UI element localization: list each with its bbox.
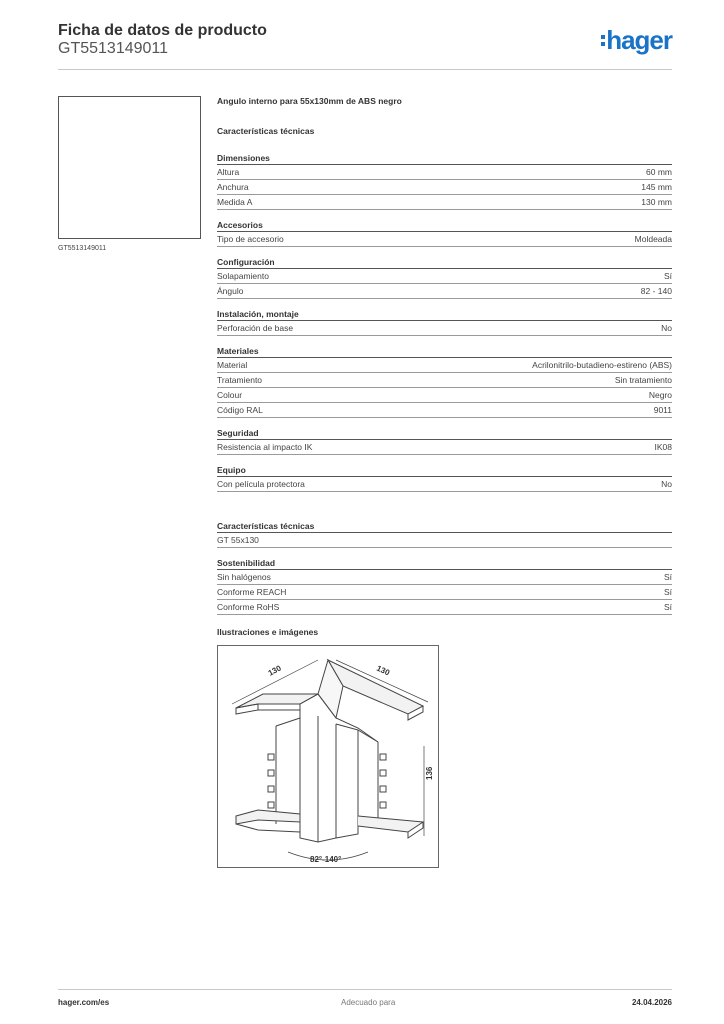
- logo-dots-icon: [601, 35, 605, 46]
- spec-value: 9011: [653, 405, 672, 415]
- spec-groups-secondary: [217, 520, 672, 615]
- spec-group: [217, 219, 672, 247]
- spec-row: [217, 585, 672, 600]
- spec-label: Sin halógenos: [217, 572, 271, 582]
- spec-group: [217, 520, 672, 548]
- spec-row: [217, 373, 672, 388]
- product-code: GT5513149011: [58, 40, 169, 57]
- spec-value: Moldeada: [634, 234, 672, 244]
- spec-label: Perforación de base: [217, 323, 294, 333]
- spec-group-title: Configuración: [217, 256, 672, 269]
- document-title: Ficha de datos de producto: [58, 22, 267, 39]
- illustrations-heading: Ilustraciones e imágenes: [217, 627, 319, 637]
- spec-label: Solapamiento: [217, 271, 269, 281]
- spec-value: Sin tratamiento: [614, 375, 672, 385]
- spec-group-title: Instalación, montaje: [217, 308, 672, 321]
- dim-left-label: 130: [266, 663, 283, 678]
- spec-group: [217, 256, 672, 299]
- spec-label: Con película protectora: [217, 479, 305, 489]
- spec-value: 145 mm: [641, 182, 672, 192]
- spec-row: [217, 321, 672, 336]
- dim-angle-label: 82°-140°: [310, 855, 342, 864]
- main-content: [217, 96, 672, 868]
- spec-row: [217, 388, 672, 403]
- spec-value: No: [661, 479, 672, 489]
- spec-group-title: Seguridad: [217, 427, 672, 440]
- spec-group-title: Características técnicas: [217, 520, 672, 533]
- spec-group: [217, 345, 672, 418]
- spec-value: Negro: [648, 390, 672, 400]
- spec-row: [217, 533, 672, 548]
- spec-group: [217, 152, 672, 210]
- spec-label: Tratamiento: [217, 375, 263, 385]
- page-header: [58, 20, 672, 70]
- spec-row: [217, 358, 672, 373]
- spec-value: 60 mm: [646, 167, 672, 177]
- spec-label: Código RAL: [217, 405, 263, 415]
- spec-groups: [217, 152, 672, 492]
- spec-value: Sí: [663, 602, 672, 612]
- spec-row: [217, 165, 672, 180]
- spec-row: [217, 232, 672, 247]
- spec-value: Sí: [663, 572, 672, 582]
- spec-label: Conforme REACH: [217, 587, 287, 597]
- spec-row: [217, 600, 672, 615]
- spec-group: [217, 427, 672, 455]
- spec-label: Medida A: [217, 197, 253, 207]
- spec-label: Colour: [217, 390, 243, 400]
- spec-group: [217, 464, 672, 492]
- spec-value: IK08: [654, 442, 672, 452]
- spec-value: Sí: [663, 271, 672, 281]
- page-footer: [58, 989, 672, 1009]
- spec-value: No: [661, 323, 672, 333]
- footer-site-link[interactable]: hager.com/es: [58, 998, 110, 1007]
- spec-label: Material: [217, 360, 248, 370]
- spec-label: Altura: [217, 167, 240, 177]
- spec-label: Resistencia al impacto IK: [217, 442, 313, 452]
- product-image-placeholder: [58, 96, 201, 239]
- dim-height-label: 136: [425, 766, 434, 780]
- specs-heading: Características técnicas: [217, 126, 315, 136]
- spec-row: [217, 570, 672, 585]
- spec-group-title: Equipo: [217, 464, 672, 477]
- spec-group-title: Dimensiones: [217, 152, 672, 165]
- spec-label: Anchura: [217, 182, 249, 192]
- footer-suitable-for: Adecuado para: [341, 998, 396, 1007]
- spec-row: [217, 403, 672, 418]
- dim-right-label: 130: [375, 663, 392, 678]
- spec-label: Conforme RoHS: [217, 602, 280, 612]
- spec-row: [217, 269, 672, 284]
- product-image-caption: GT5513149011: [58, 245, 107, 252]
- product-description: Angulo interno para 55x130mm de ABS negro: [217, 96, 402, 106]
- hager-logo[interactable]: [601, 24, 672, 56]
- spec-group: [217, 557, 672, 615]
- logo-text: hager: [606, 25, 672, 55]
- spec-row: [217, 440, 672, 455]
- spec-label: Tipo de accesorio: [217, 234, 284, 244]
- spec-row: [217, 195, 672, 210]
- spec-value: Sí: [663, 587, 672, 597]
- spec-value: Acrilonitrilo-butadieno-estireno (ABS): [532, 360, 672, 370]
- corner-drawing-icon: [218, 646, 440, 869]
- spec-group: [217, 308, 672, 336]
- spec-label: GT 55x130: [217, 535, 259, 545]
- technical-drawing: [217, 645, 439, 868]
- spec-row: [217, 284, 672, 299]
- spec-value: 130 mm: [641, 197, 672, 207]
- spec-group-title: Accesorios: [217, 219, 672, 232]
- spec-label: Ángulo: [217, 286, 244, 296]
- spec-row: [217, 477, 672, 492]
- spec-row: [217, 180, 672, 195]
- spec-group-title: Materiales: [217, 345, 672, 358]
- spec-group-title: Sostenibilidad: [217, 557, 672, 570]
- footer-date: 24.04.2026: [631, 998, 672, 1007]
- spec-value: 82 - 140: [640, 286, 672, 296]
